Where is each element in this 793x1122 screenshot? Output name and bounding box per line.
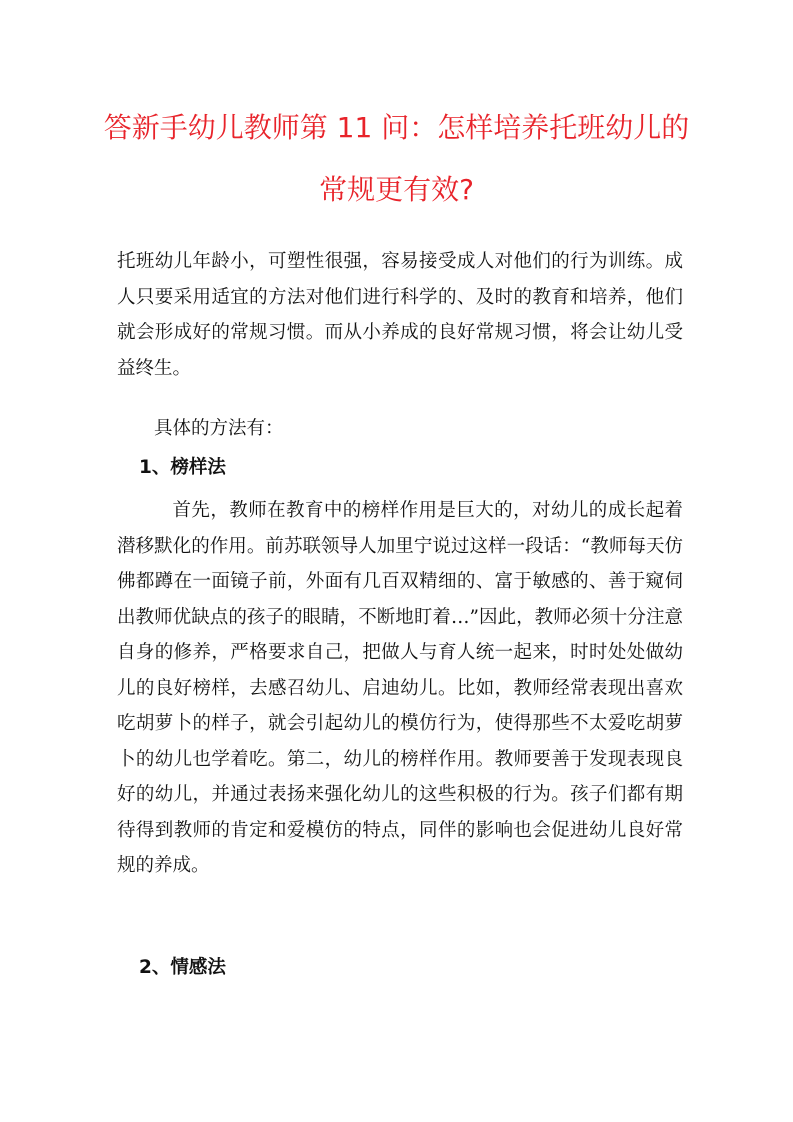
section-1-heading: 1、榜样法 xyxy=(139,457,226,478)
section-1-paragraph: 首先，教师在教育中的榜样作用是巨大的，对幼儿的成长起着潜移默化的作用。前苏联领导人加里宁说过这样一段话：“教师每天仿佛都蹲在一面镜子前，外面有几百双精细的、富于敏感的、善于窥伺出教师优缺点的孩子的眼睛，不断地盯着…”因此，教师必须十分注意自身的修养，严格要求自己，把做人与育人统一起来，时时处处做幼儿的良好榜样，去感召幼儿、启迪幼儿。比如，教师经常表现出喜欢吃胡萝卜的样子，就会引起幼儿的模仿行为，使得那些不太爱吃胡萝卜的幼儿也学着吃。第二，幼儿的榜样作用。教师要善于发现表现良好的幼儿，并通过表扬来强化幼儿的这些积极的行为。孩子们都有期待得到教师的肯定和爱模仿的特点，同伴的影响也会促进幼儿良好常规的养成。 xyxy=(117,500,683,876)
document-title-line-1: 答新手幼儿教师第 11 问：怎样培养托班幼儿的 xyxy=(103,111,690,144)
section-2-heading: 2、情感法 xyxy=(139,957,226,978)
methods-lead-paragraph: 具体的方法有： xyxy=(154,418,284,439)
intro-paragraph: 托班幼儿年龄小，可塑性很强，容易接受成人对他们的行为训练。成人只要采用适宜的方法对他们进行科学的、及时的教育和培养，他们就会形成好的常规习惯。而从小养成的良好常规习惯，将会让幼儿受益终生。 xyxy=(117,251,683,379)
document-title-line-2: 常规更有效? xyxy=(319,173,474,206)
